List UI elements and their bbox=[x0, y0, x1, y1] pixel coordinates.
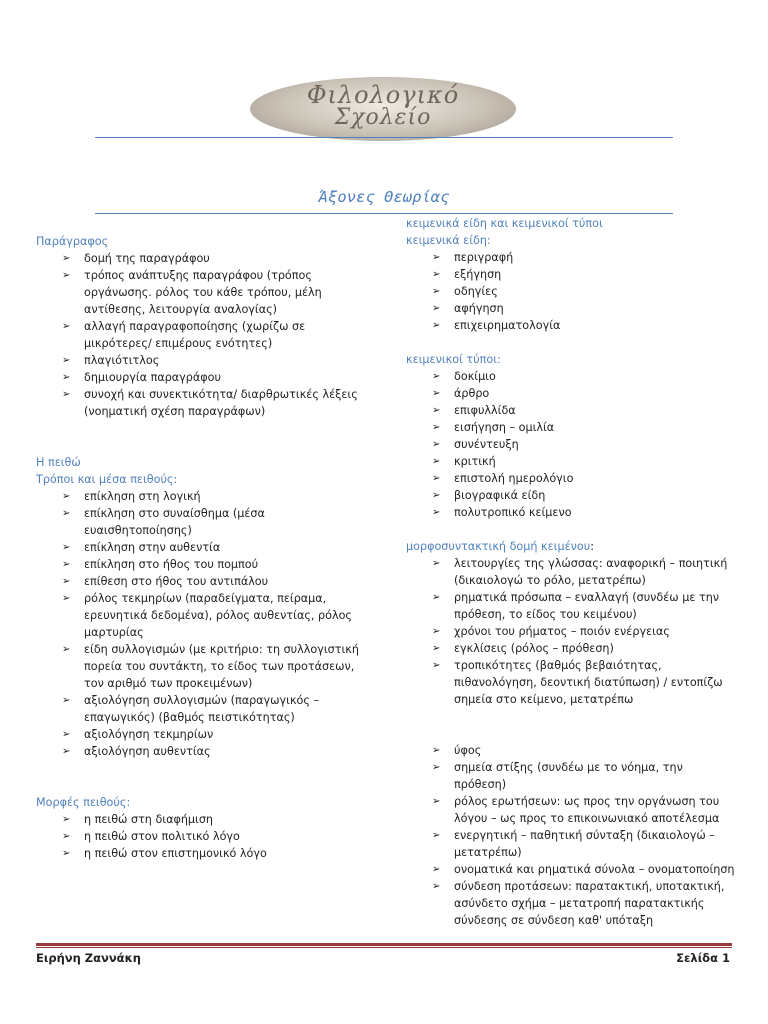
list-item: ➢ αξιολόγηση συλλογισμών (παραγωγικός – επαγωγικός) (βαθμός πειστικότητας) bbox=[62, 692, 376, 726]
list-item: ➢ επιφυλλίδα bbox=[432, 402, 736, 419]
list-item: ➢ βιογραφικά είδη bbox=[432, 487, 736, 504]
list-item: ➢ συνέντευξη bbox=[432, 436, 736, 453]
list-item: ➢ οδηγίες bbox=[432, 283, 736, 300]
list-item: ➢ αλλαγή παραγραφοποίησης (χωρίζω σε μικρότερες/ επιμέρους ενότητες) bbox=[62, 318, 376, 352]
list-item: ➢ επίκληση στο ήθος του πομπού bbox=[62, 556, 376, 573]
list-item: ➢ ρόλος ερωτήσεων: ως προς την οργάνωση του λόγου – ως προς το επικοινωνιακό αποτέλεσμα bbox=[432, 793, 736, 827]
list-item: ➢ κριτική bbox=[432, 453, 736, 470]
list-item: ➢ συνοχή και συνεκτικότητα/ διαρθρωτικές λέξεις (νοηματική σχέση παραγράφων) bbox=[62, 386, 376, 420]
types-list bbox=[406, 368, 736, 521]
list-item: ➢ εξήγηση bbox=[432, 266, 736, 283]
list-item: ➢ αξιολόγηση τεκμηρίων bbox=[62, 726, 376, 743]
list-item: ➢ ρόλος τεκμηρίων (παραδείγματα, πείραμα, ερευνητικά δεδομένα), ρόλος αυθεντίας, ρόλος μαρτυρίας bbox=[62, 590, 376, 641]
list-item: ➢ ονοματικά και ρηματικά σύνολα – ονοματοποίηση bbox=[432, 861, 736, 878]
list-item: ➢ η πειθώ στη διαφήμιση bbox=[62, 811, 376, 828]
genres-list bbox=[406, 249, 736, 334]
paragraph-list bbox=[36, 250, 376, 420]
types-section-title: κειμενικοί τύποι: bbox=[406, 353, 501, 366]
genres-section-title: κειμενικά είδη: bbox=[406, 234, 491, 247]
list-item: ➢ πλαγιότιτλος bbox=[62, 352, 376, 369]
title-divider bbox=[95, 213, 673, 214]
list-item: ➢ η πειθώ στον επιστημονικό λόγο bbox=[62, 845, 376, 862]
list-item: ➢ περιγραφή bbox=[432, 249, 736, 266]
list-item: ➢ εισήγηση – ομιλία bbox=[432, 419, 736, 436]
list-item: ➢ λειτουργίες της γλώσσας: αναφορική – ποιητική (δικαιολογώ το ρόλο, μετατρέπω) bbox=[432, 555, 736, 589]
list-item: ➢ δομή της παραγράφου bbox=[62, 250, 376, 267]
list-item: ➢ επίκληση στο συναίσθημα (μέσα ευαισθητοποίησης) bbox=[62, 505, 376, 539]
list-item: ➢ επιχειρηματολογία bbox=[432, 317, 736, 334]
list-item: ➢ χρόνοι του ρήματος – ποιόν ενέργειας bbox=[432, 623, 736, 640]
morpho-list-continued bbox=[406, 742, 736, 929]
footer-author: Ειρήνη Ζαννάκη bbox=[36, 951, 141, 965]
persuasion-means-subtitle: Τρόποι και μέσα πειθούς: bbox=[36, 473, 178, 486]
page-title: Άξονες Θεωρίας bbox=[318, 188, 450, 206]
morpho-list bbox=[406, 555, 736, 708]
header-divider bbox=[95, 137, 673, 138]
list-item: ➢ τρόπος ανάπτυξης παραγράφου (τρόπος οργάνωσης. ρόλος του κάθε τρόπου, μέλη αντίθεσης, λειτουργία αναλογίας) bbox=[62, 267, 376, 318]
list-item: ➢ είδη συλλογισμών (με κριτήριο: τη συλλογιστική πορεία του συντάκτη, το είδος των προτάσεων, τον αριθμό των προκειμένων) bbox=[62, 641, 376, 692]
list-item: ➢ εγκλίσεις (ρόλος – πρόθεση) bbox=[432, 640, 736, 657]
logo-text-line1: Φιλολογικό bbox=[306, 81, 460, 109]
list-item: ➢ ενεργητική – παθητική σύνταξη (δικαιολογώ – μετατρέπω) bbox=[432, 827, 736, 861]
forms-list bbox=[36, 811, 376, 862]
genres-types-heading: κειμενικά είδη και κειμενικοί τύποι bbox=[406, 217, 603, 230]
list-item: ➢ πολυτροπικό κείμενο bbox=[432, 504, 736, 521]
list-item: ➢ επίκληση στην αυθεντία bbox=[62, 539, 376, 556]
list-item: ➢ επίθεση στο ήθος του αντιπάλου bbox=[62, 573, 376, 590]
list-item: ➢ αφήγηση bbox=[432, 300, 736, 317]
list-item: ➢ αξιολόγηση αυθεντίας bbox=[62, 743, 376, 760]
persuasion-list bbox=[36, 488, 376, 760]
right-column bbox=[406, 215, 736, 929]
footer-divider-thin bbox=[36, 947, 732, 948]
footer-divider bbox=[36, 943, 732, 946]
persuasion-section-title: Η πειθώ bbox=[36, 456, 81, 469]
paragraph-section-title: Παράγραφος bbox=[36, 235, 109, 248]
list-item: ➢ επίκληση στη λογική bbox=[62, 488, 376, 505]
list-item: ➢ ύφος bbox=[432, 742, 736, 759]
list-item: ➢ τροπικότητες (βαθμός βεβαιότητας, πιθανολόγηση, δεοντική διατύπωση) / εντοπίζω σημεία στο κείμενο, μετατρέπω bbox=[432, 657, 736, 708]
list-item: ➢ σημεία στίξης (συνδέω με το νόημα, την πρόθεση) bbox=[432, 759, 736, 793]
logo-text-line2: Σχολείο bbox=[334, 105, 432, 130]
header-logo bbox=[250, 77, 516, 141]
morpho-section-title bbox=[406, 538, 736, 555]
list-item: ➢ επιστολή ημερολόγιο bbox=[432, 470, 736, 487]
list-item: ➢ δοκίμιο bbox=[432, 368, 736, 385]
list-item: ➢ ρηματικά πρόσωπα – εναλλαγή (συνδέω με την πρόθεση, το είδος του κειμένου) bbox=[432, 589, 736, 623]
morpho-title-colon: : bbox=[590, 540, 594, 553]
footer-page-number: Σελίδα 1 bbox=[676, 951, 730, 965]
left-column bbox=[36, 233, 376, 862]
morpho-title-text: μορφοσυντακτική δομή κειμένου bbox=[406, 540, 591, 553]
list-item: ➢ άρθρο bbox=[432, 385, 736, 402]
list-item: ➢ δημιουργία παραγράφου bbox=[62, 369, 376, 386]
list-item: ➢ η πειθώ στον πολιτικό λόγο bbox=[62, 828, 376, 845]
forms-section-title: Μορφές πειθούς: bbox=[36, 796, 131, 809]
list-item: ➢ σύνδεση προτάσεων: παρατακτική, υποτακτική, ασύνδετο σχήμα – μετατροπή παρατακτικής σύνδεσης σε σύνδεση καθ' υπόταξη bbox=[432, 878, 736, 929]
